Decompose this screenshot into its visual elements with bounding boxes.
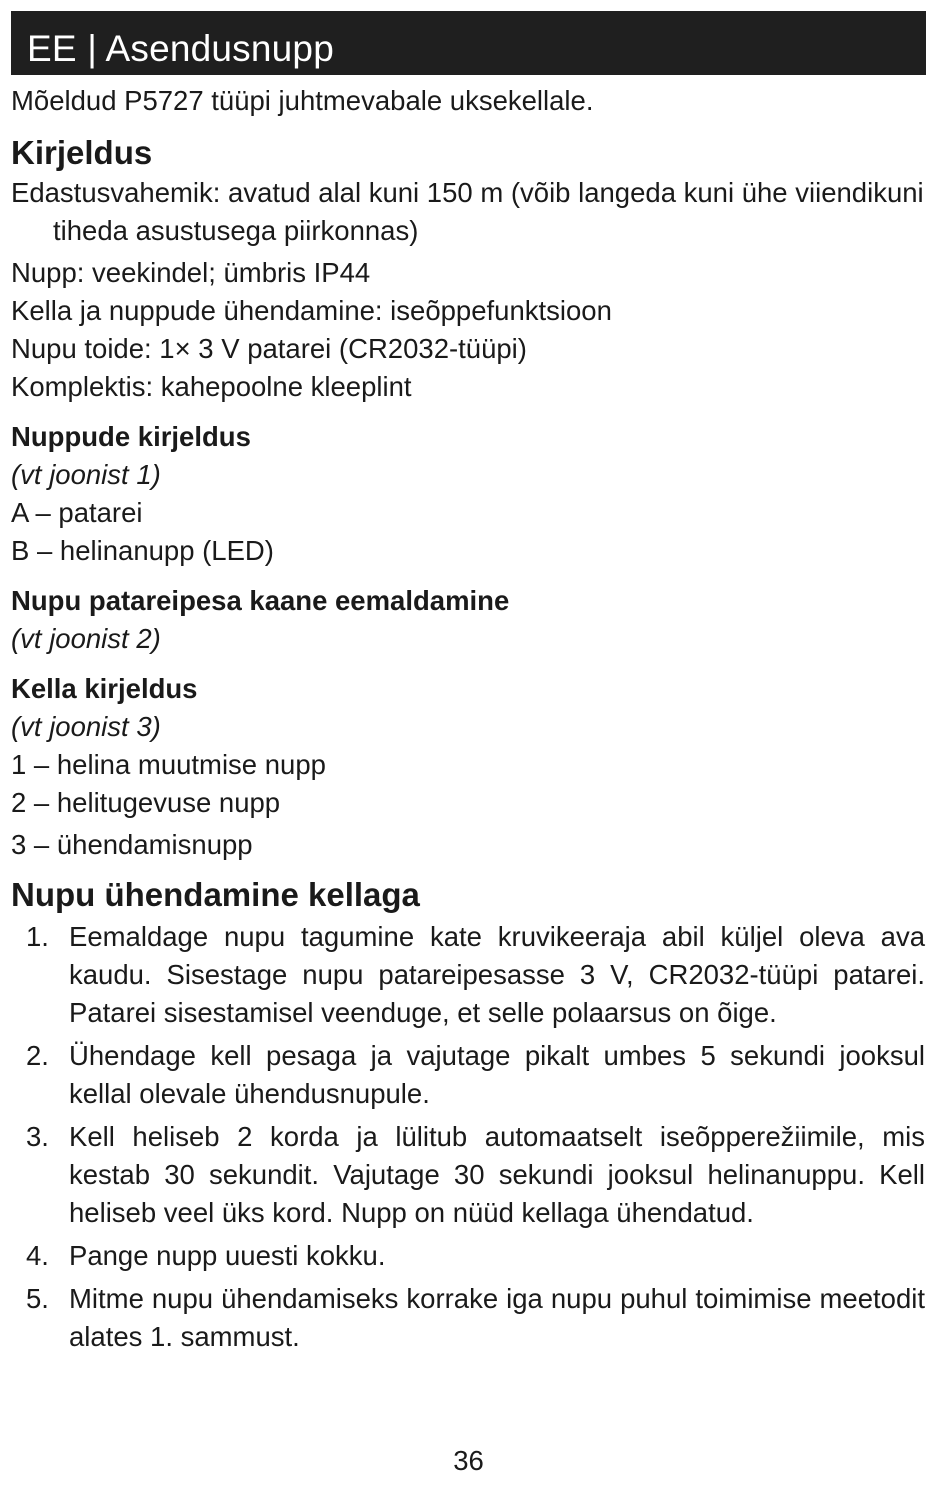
step-number: 5. (26, 1283, 49, 1314)
intro-text: Mõeldud P5727 tüüpi juhtmevabale uksekellale. (11, 85, 594, 116)
description-heading: Kirjeldus (11, 134, 153, 171)
step-text: Ühendage kell pesaga ja vajutage pikalt umbes 5 sekundi jooksul kellal olevale ühendusnupule. (69, 1040, 925, 1109)
step-item (11, 1280, 925, 1356)
list-item: 3 – ühendamisnupp (11, 829, 253, 860)
spec-line: Komplektis: kahepoolne kleeplint (11, 371, 412, 402)
step-number: 3. (26, 1121, 49, 1152)
step-number: 2. (26, 1040, 49, 1071)
spec-line: Edastusvahemik: avatud alal kuni 150 m (võib langeda kuni ühe viiendikuni tiheda asustusega piirkonnas) (11, 177, 924, 246)
bell-description-heading: Kella kirjeldus (11, 673, 198, 704)
list-item: 2 – helitugevuse nupp (11, 787, 281, 818)
step-item (11, 1037, 925, 1113)
step-item (11, 1237, 925, 1275)
page-title: EE | Asendusnupp (27, 28, 334, 69)
step-text: Eemaldage nupu tagumine kate kruvikeeraja abil küljel oleva ava kaudu. Sisestage nupu patareipesasse 3 V, CR2032-tüüpi patarei. Patarei sisestamisel veenduge, et selle polaarsus on õige. (69, 921, 925, 1028)
step-number: 1. (26, 921, 49, 952)
battery-cover-heading: Nupu patareipesa kaane eemaldamine (11, 585, 510, 616)
step-text: Kell heliseb 2 korda ja lülitub automaatselt iseõpperežiimile, mis kestab 30 sekundit. Vajutage 30 sekundi jooksul helinanuppu. Kell heliseb veel üks kord. Nupp on nüüd kellaga ühendatud. (69, 1121, 925, 1228)
list-item: 1 – helina muutmise nupp (11, 749, 326, 780)
spec-line: Nupp: veekindel; ümbris IP44 (11, 257, 371, 288)
step-number: 4. (26, 1240, 49, 1271)
list-item: B – helinanupp (LED) (11, 535, 274, 566)
spec-line: Kella ja nuppude ühendamine: iseõppefunktsioon (11, 295, 612, 326)
page-number: 36 (453, 1445, 484, 1476)
step-text: Pange nupp uuesti kokku. (69, 1240, 386, 1271)
figure-reference: (vt joonist 1) (11, 459, 161, 490)
figure-reference: (vt joonist 3) (11, 711, 161, 742)
page-header (11, 11, 926, 75)
pairing-steps (11, 918, 925, 1356)
step-text: Mitme nupu ühendamiseks korrake iga nupu puhul toimimise meetodit alates 1. sammust. (69, 1283, 925, 1352)
figure-reference: (vt joonist 2) (11, 623, 161, 654)
pairing-heading: Nupu ühendamine kellaga (11, 876, 420, 913)
manual-content (11, 82, 925, 1361)
button-description-heading: Nuppude kirjeldus (11, 421, 251, 452)
step-item (11, 1118, 925, 1232)
step-item (11, 918, 925, 1032)
spec-line: Nupu toide: 1× 3 V patarei (CR2032-tüüpi) (11, 333, 527, 364)
list-item: A – patarei (11, 497, 143, 528)
